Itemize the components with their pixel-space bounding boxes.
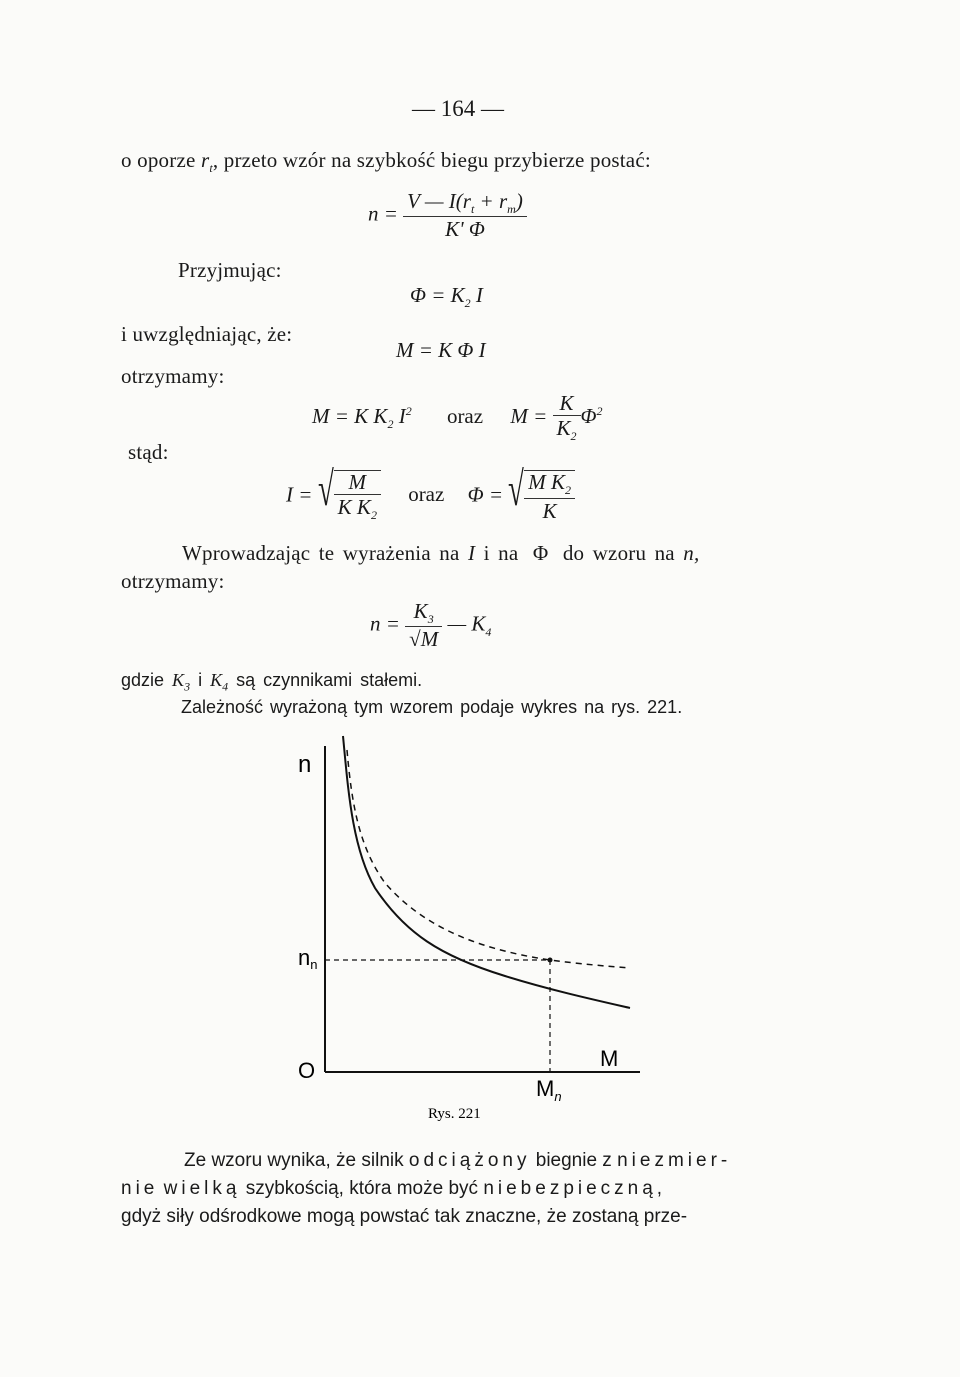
eq1-lhs: n = — [368, 201, 398, 226]
label-mn: $M_n$ — [536, 1076, 562, 1104]
page-number: — 164 — — [412, 96, 504, 121]
label-m: M — [600, 1046, 619, 1071]
equation-speed — [368, 190, 527, 242]
sqrt-1: √ $\frac{M}{K K_2}$ — [318, 470, 381, 523]
intro-line — [121, 148, 651, 176]
equation-phi: $\Phi = K_2$ I — [410, 283, 483, 311]
label-o: O — [298, 1058, 316, 1083]
paragraph-wprowadzajac: Wprowadzając te wyrażenia na I i na Φ do wzoru na n, — [182, 541, 700, 565]
equation-torque-forms: M = K $K_2$ $I^2$ oraz M = $\frac{K}{K_2}$ $\Phi^2$ — [312, 391, 603, 444]
curve-dashed — [347, 750, 630, 968]
line-zaleznosc: Zależność wyrażoną tym wzorem podaje wykres na rys. 221. — [181, 697, 683, 717]
intro-text-a: o oporze — [121, 148, 196, 172]
intersection-point — [548, 958, 553, 963]
sqrt-2: √ $\frac{M K_2}{K}$ — [508, 470, 575, 523]
equation-torque: M = K Φ I — [396, 338, 486, 362]
equation-current-flux: I = √ $\frac{M}{K K_2}$ oraz Φ = √ $\frac{M K_2}{K}$ — [286, 470, 575, 523]
label-otrzymamy-2: otrzymamy: — [121, 569, 225, 593]
line-gdzie: gdzie $K_3$ i $K_4$ są czynnikami stałemi. — [121, 670, 423, 694]
final-line-3: gdyż siły odśrodkowe mogą powstać tak znaczne, że zostaną prze- — [121, 1206, 688, 1227]
label-przyjmujac: Przyjmując: — [178, 258, 282, 282]
label-nn: nn — [298, 945, 318, 972]
final-line-2: nie wielką szybkością, która może być niebezpieczną, — [121, 1178, 667, 1199]
equation-final: n = $\frac{K_3}{√M}$ — $K_4$ — [370, 599, 492, 652]
eq4-fraction: $\frac{K}{K_2}$ — [553, 392, 581, 444]
label-n: n — [298, 751, 312, 778]
label-uwzgledniajac: i uwzględniając, że: — [121, 322, 293, 346]
figure-221 — [280, 728, 660, 1128]
figure-caption: Rys. 221 — [428, 1106, 481, 1122]
label-otrzymamy-1: otrzymamy: — [121, 364, 225, 388]
eq1-fraction: $\frac{V — I(r_t + r_m)}{K' \Phi}$ — [403, 190, 527, 242]
curve-solid — [343, 736, 630, 1008]
intro-var: $r_t$ — [200, 148, 213, 176]
intro-text-b: , przeto wzór na szybkość biegu przybierze postać: — [212, 148, 651, 172]
final-line-1: Ze wzoru wynika, że silnik odciążony biegnie z niezmier- — [184, 1150, 732, 1171]
label-stad: stąd: — [128, 440, 169, 464]
